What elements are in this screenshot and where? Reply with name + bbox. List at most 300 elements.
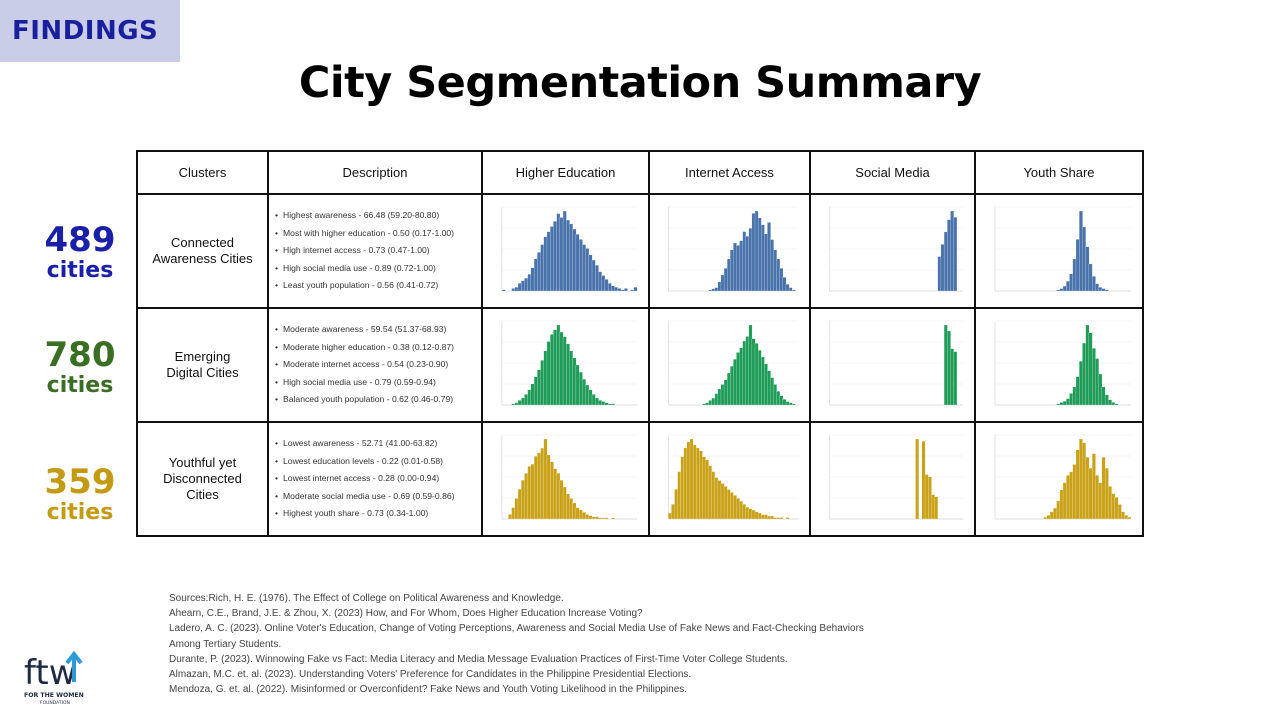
histogram-bar xyxy=(671,504,674,519)
cluster-name-line: Disconnected xyxy=(163,471,242,486)
histogram-bar xyxy=(592,260,595,291)
histogram-bar xyxy=(1079,211,1082,291)
histogram-bar xyxy=(718,282,721,291)
histogram-bar xyxy=(602,401,605,405)
histogram-bar xyxy=(602,276,605,291)
histogram-bar xyxy=(678,472,681,519)
histogram-bar xyxy=(715,288,718,291)
histogram-bar xyxy=(780,396,783,405)
histogram-bar xyxy=(749,325,752,405)
histogram-bar xyxy=(730,492,733,519)
chart-cell xyxy=(975,422,1143,536)
chart-cell xyxy=(975,194,1143,308)
histogram-bar xyxy=(755,512,758,519)
histogram-bar xyxy=(1128,517,1131,519)
histogram-bar xyxy=(541,245,544,291)
histogram-bar xyxy=(1102,289,1105,291)
cluster-count-unit: cities xyxy=(46,500,114,525)
histogram-bar xyxy=(693,445,696,519)
histogram-bar xyxy=(534,456,537,519)
histogram-bar xyxy=(736,245,739,291)
histogram-bar xyxy=(560,480,563,519)
description-bullet: • High internet access - 0.73 (0.47-1.00) xyxy=(275,242,477,259)
histogram-bar xyxy=(954,352,957,405)
histogram-bar xyxy=(550,462,553,519)
source-line: Almazan, M.C. et. al. (2023). Understanding Voters' Preference for Candidates in the Philippine Presidential Elections. xyxy=(169,669,692,681)
histogram-bar xyxy=(749,228,752,291)
histogram-bar xyxy=(515,403,518,405)
histogram-bar xyxy=(715,394,718,405)
histogram-bar xyxy=(709,290,712,291)
histogram-bar xyxy=(721,275,724,291)
histogram-bar xyxy=(1073,259,1076,291)
histogram-bar xyxy=(1099,287,1102,291)
histogram-bar xyxy=(1082,343,1085,405)
histogram-bar xyxy=(544,439,547,519)
histogram-bar xyxy=(534,377,537,405)
histogram-bar xyxy=(566,494,569,519)
histogram-bar xyxy=(792,404,795,405)
histogram-bar xyxy=(544,351,547,405)
sources-list xyxy=(169,591,864,697)
histogram-bar xyxy=(780,518,783,519)
histogram-bar xyxy=(724,380,727,405)
chart-cell xyxy=(649,422,810,536)
cluster-name-line: Youthful yet xyxy=(168,455,237,470)
histogram-bar xyxy=(534,259,537,291)
histogram-bar xyxy=(569,498,572,519)
histogram-bar xyxy=(537,370,540,405)
description-bullet: • Lowest internet access - 0.28 (0.00-0.94) xyxy=(275,470,477,487)
histogram-bar xyxy=(740,241,743,291)
histogram-bar xyxy=(668,513,671,519)
description-bullet: • Moderate internet access - 0.54 (0.23-0.90) xyxy=(275,356,477,373)
histogram-bar xyxy=(705,403,708,405)
histogram-bar xyxy=(608,283,611,291)
histogram-bar xyxy=(1044,517,1047,519)
histogram-bar xyxy=(1079,439,1082,519)
cluster-count-number: 780 xyxy=(44,335,116,375)
description-bullet: • Lowest awareness - 52.71 (41.00-63.82) xyxy=(275,435,477,452)
histogram-bar xyxy=(755,343,758,405)
histogram-bar xyxy=(789,288,792,291)
histogram-bar xyxy=(1102,387,1105,405)
histogram-bar xyxy=(761,515,764,519)
histogram-bar xyxy=(740,501,743,519)
histogram-bar xyxy=(1108,486,1111,519)
histogram-bar xyxy=(1060,490,1063,519)
histogram-bar xyxy=(674,489,677,519)
histogram-bar xyxy=(550,334,553,405)
histogram-bar xyxy=(925,475,928,519)
histogram-bar xyxy=(743,341,746,405)
histogram-bar xyxy=(576,508,579,519)
histogram-bar xyxy=(579,372,582,405)
histogram-chart xyxy=(486,311,645,419)
description-bullet: • Moderate awareness - 59.54 (51.37-68.93) xyxy=(275,321,477,338)
histogram-bar xyxy=(547,455,550,519)
histogram-bar xyxy=(712,398,715,405)
histogram-bar xyxy=(764,364,767,405)
histogram-bar xyxy=(589,255,592,291)
histogram-bar xyxy=(749,509,752,519)
histogram-bar xyxy=(1057,404,1060,405)
histogram-bar xyxy=(560,217,563,291)
histogram-bar xyxy=(770,240,773,291)
cluster-count-number: 359 xyxy=(44,462,116,502)
histogram-bar xyxy=(777,259,780,291)
description-bullet: • Highest youth share - 0.73 (0.34-1.00) xyxy=(275,505,477,522)
chart-cell xyxy=(649,194,810,308)
source-line: Durante, P. (2023). Winnowing Fake vs Fact: Media Literacy and Media Message Evaluation Practices of First-Time Voter College Students. xyxy=(169,653,788,665)
histogram-chart xyxy=(979,311,1139,419)
histogram-bar xyxy=(1118,504,1121,519)
histogram-bar xyxy=(1069,472,1072,519)
histogram-bar xyxy=(518,283,521,291)
histogram-bar xyxy=(595,265,598,291)
ftw-logo-mark xyxy=(22,646,102,706)
histogram-bar xyxy=(715,478,718,519)
chart-cell xyxy=(649,308,810,422)
cluster-description xyxy=(268,194,482,308)
histogram-bar xyxy=(518,489,521,519)
histogram-bar xyxy=(586,514,589,519)
histogram-bar xyxy=(589,516,592,519)
histogram-bar xyxy=(755,211,758,291)
histogram-bar xyxy=(563,337,566,405)
histogram-bar xyxy=(528,466,531,519)
header-internet-access: Internet Access xyxy=(649,151,810,194)
histogram-bar xyxy=(944,325,947,405)
description-bullet: • Most with higher education - 0.50 (0.17-1.00) xyxy=(275,225,477,242)
histogram-bar xyxy=(582,379,585,405)
histogram-bar xyxy=(576,234,579,291)
histogram-bar xyxy=(730,366,733,405)
histogram-bar xyxy=(718,480,721,519)
histogram-bar xyxy=(528,390,531,405)
histogram-bar xyxy=(702,457,705,519)
histogram-bar xyxy=(774,250,777,291)
header-youth-share: Youth Share xyxy=(975,151,1143,194)
page-title: City Segmentation Summary xyxy=(298,58,982,108)
histogram-bar xyxy=(569,224,572,291)
histogram-chart xyxy=(486,425,645,533)
histogram-bar xyxy=(541,448,544,519)
histogram-bar xyxy=(557,473,560,519)
description-bullet: • High social media use - 0.79 (0.59-0.94) xyxy=(275,374,477,391)
histogram-bar xyxy=(1089,333,1092,405)
histogram-bar xyxy=(712,289,715,291)
header-description: Description xyxy=(268,151,482,194)
histogram-chart xyxy=(814,311,971,419)
histogram-bar xyxy=(758,513,761,519)
cluster-description xyxy=(268,308,482,422)
histogram-bar xyxy=(705,460,708,519)
histogram-bar xyxy=(1095,284,1098,291)
histogram-bar xyxy=(553,330,556,405)
histogram-bar xyxy=(690,439,693,519)
histogram-bar xyxy=(780,268,783,291)
histogram-chart xyxy=(814,197,971,305)
histogram-bar xyxy=(524,473,527,519)
ftw-logo-caption: FOR THE WOMEN xyxy=(24,692,84,699)
histogram-bar xyxy=(566,220,569,291)
histogram-bar xyxy=(786,284,789,291)
cluster-count-number: 489 xyxy=(44,220,116,260)
histogram-bar xyxy=(1063,286,1066,291)
histogram-bar xyxy=(1105,290,1108,291)
histogram-bar xyxy=(699,451,702,519)
histogram-bar xyxy=(786,518,789,519)
cluster-name-line: Digital Cities xyxy=(166,365,239,380)
histogram-bar xyxy=(724,486,727,519)
histogram-bar xyxy=(1092,348,1095,405)
histogram-bar xyxy=(767,371,770,405)
cluster-description xyxy=(268,422,482,536)
histogram-bar xyxy=(631,290,634,291)
histogram-bar xyxy=(743,232,746,291)
histogram-bar xyxy=(1053,508,1056,519)
histogram-bar xyxy=(950,349,953,405)
table-row xyxy=(137,308,1143,422)
histogram-bar xyxy=(1066,281,1069,291)
histogram-bar xyxy=(611,286,614,291)
histogram-bar xyxy=(598,400,601,405)
histogram-bar xyxy=(733,359,736,405)
histogram-bar xyxy=(560,332,563,405)
histogram-bar xyxy=(605,518,608,519)
histogram-bar xyxy=(621,290,624,291)
histogram-bar xyxy=(928,477,931,519)
histogram-bar xyxy=(767,222,770,291)
histogram-bar xyxy=(1076,377,1079,405)
ftw-logo-subcaption: FOUNDATION xyxy=(40,701,70,706)
histogram-bar xyxy=(743,504,746,519)
histogram-bar xyxy=(1095,359,1098,405)
histogram-bar xyxy=(721,384,724,405)
histogram-bar xyxy=(1060,402,1063,405)
histogram-bar xyxy=(783,399,786,405)
histogram-bar xyxy=(764,515,767,519)
table-row xyxy=(137,194,1143,308)
histogram-bar xyxy=(727,489,730,519)
histogram-bar xyxy=(573,503,576,519)
cluster-name-line: Cities xyxy=(186,487,219,502)
histogram-bar xyxy=(512,404,515,405)
histogram-bar xyxy=(624,288,627,291)
description-bullet: • Least youth population - 0.56 (0.41-0.72) xyxy=(275,277,477,294)
header-clusters: Clusters xyxy=(137,151,268,194)
source-line: Mendoza, G. et. al. (2022). Misinformed or Overconfident? Fake News and Youth Voting Likelihood in the Philippines. xyxy=(169,684,688,696)
ftw-logo xyxy=(22,646,102,706)
histogram-bar xyxy=(1073,387,1076,405)
histogram-bar xyxy=(712,472,715,519)
histogram-bar xyxy=(938,257,941,291)
histogram-bar xyxy=(947,331,950,405)
histogram-bar xyxy=(733,495,736,519)
histogram-bar xyxy=(721,483,724,519)
histogram-bar xyxy=(1089,264,1092,291)
histogram-bar xyxy=(531,384,534,405)
histogram-bar xyxy=(592,394,595,405)
histogram-bar xyxy=(541,360,544,405)
description-bullet: • High social media use - 0.89 (0.72-1.00) xyxy=(275,260,477,277)
histogram-bar xyxy=(1086,325,1089,405)
histogram-bar xyxy=(792,290,795,291)
source-line: Ladero, A. C. (2023). Online Voter's Education, Change of Voting Perceptions, Awareness and Social Media Use of Fake News and Fact-Checking Behaviors xyxy=(169,623,864,635)
histogram-bar xyxy=(709,466,712,519)
chart-cell xyxy=(482,308,649,422)
histogram-bar xyxy=(1050,512,1053,519)
histogram-bar xyxy=(605,403,608,405)
histogram-chart xyxy=(486,197,645,305)
histogram-bar xyxy=(1108,400,1111,405)
histogram-bar xyxy=(518,400,521,405)
histogram-bar xyxy=(730,250,733,291)
histogram-bar xyxy=(1089,468,1092,519)
histogram-bar xyxy=(1082,443,1085,519)
histogram-bar xyxy=(544,237,547,291)
histogram-bar xyxy=(746,236,749,291)
cluster-name xyxy=(137,422,268,536)
histogram-bar xyxy=(586,385,589,405)
histogram-bar xyxy=(1105,468,1108,519)
histogram-bar xyxy=(1092,454,1095,519)
histogram-bar xyxy=(1102,457,1105,519)
histogram-bar xyxy=(1060,289,1063,291)
histogram-bar xyxy=(770,378,773,405)
histogram-bar xyxy=(573,358,576,405)
chart-cell xyxy=(810,308,975,422)
histogram-bar xyxy=(1063,401,1066,405)
histogram-bar xyxy=(595,398,598,405)
table-row xyxy=(137,422,1143,536)
histogram-bar xyxy=(1057,290,1060,291)
histogram-bar xyxy=(935,497,938,519)
histogram-bar xyxy=(1112,494,1115,519)
histogram-bar xyxy=(752,213,755,291)
cluster-count-unit: cities xyxy=(46,258,114,283)
histogram-bar xyxy=(709,400,712,405)
histogram-bar xyxy=(922,441,925,519)
histogram-bar xyxy=(696,448,699,519)
histogram-bar xyxy=(531,268,534,291)
histogram-bar xyxy=(566,344,569,405)
chart-cell xyxy=(810,194,975,308)
histogram-bar xyxy=(605,279,608,291)
histogram-bar xyxy=(598,518,601,519)
histogram-bar xyxy=(1073,464,1076,519)
histogram-bar xyxy=(1112,402,1115,405)
ftw-logo-text: ftw xyxy=(24,653,77,693)
histogram-bar xyxy=(777,518,780,519)
histogram-bar xyxy=(718,389,721,405)
chart-cell xyxy=(975,308,1143,422)
histogram-bar xyxy=(521,480,524,519)
histogram-bar xyxy=(774,518,777,519)
chart-cell xyxy=(482,422,649,536)
cluster-name-line: Emerging xyxy=(174,349,231,364)
cluster-count-1 xyxy=(20,222,140,284)
segmentation-table xyxy=(136,150,1144,537)
histogram-bar xyxy=(727,259,730,291)
histogram-bar xyxy=(770,516,773,519)
histogram-bar xyxy=(1082,227,1085,291)
histogram-chart xyxy=(653,197,806,305)
histogram-bar xyxy=(598,272,601,291)
description-bullet: • Lowest education levels - 0.22 (0.01-0.58) xyxy=(275,453,477,470)
histogram-bar xyxy=(502,290,505,291)
histogram-bar xyxy=(947,220,950,291)
histogram-bar xyxy=(1079,361,1082,405)
cluster-name-line: Connected xyxy=(171,235,234,250)
histogram-bar xyxy=(1125,515,1128,519)
histogram-bar xyxy=(724,268,727,291)
histogram-bar xyxy=(954,217,957,291)
histogram-bar xyxy=(761,357,764,405)
histogram-bar xyxy=(576,365,579,405)
source-line: Ahearn, C.E., Brand, J.E. & Zhou, X. (2023) How, and For Whom, Does Higher Education Increase Voting? xyxy=(169,608,643,620)
histogram-bar xyxy=(547,341,550,405)
histogram-bar xyxy=(579,510,582,519)
histogram-bar xyxy=(1076,450,1079,519)
histogram-bar xyxy=(774,384,777,405)
histogram-bar xyxy=(746,336,749,405)
histogram-bar xyxy=(589,390,592,405)
histogram-bar xyxy=(1069,274,1072,291)
histogram-bar xyxy=(786,402,789,405)
histogram-bar xyxy=(1099,374,1102,405)
histogram-bar xyxy=(553,469,556,519)
histogram-bar xyxy=(528,274,531,291)
histogram-bar xyxy=(547,232,550,291)
histogram-bar xyxy=(941,244,944,291)
histogram-bar xyxy=(595,517,598,519)
histogram-bar xyxy=(1115,404,1118,405)
histogram-bar xyxy=(592,517,595,519)
cluster-count-2 xyxy=(20,337,140,399)
histogram-bar xyxy=(586,248,589,291)
histogram-bar xyxy=(1099,483,1102,519)
histogram-bar xyxy=(950,211,953,291)
histogram-bar xyxy=(515,498,518,519)
histogram-bar xyxy=(1069,393,1072,405)
histogram-bar xyxy=(783,277,786,291)
histogram-bar xyxy=(1115,497,1118,519)
histogram-bar xyxy=(1086,457,1089,519)
histogram-bar xyxy=(573,229,576,291)
histogram-bar xyxy=(611,518,614,519)
histogram-bar xyxy=(553,221,556,291)
histogram-bar xyxy=(563,211,566,291)
histogram-bar xyxy=(767,516,770,519)
histogram-bar xyxy=(764,234,767,291)
table-header-row xyxy=(137,151,1143,194)
histogram-bar xyxy=(579,239,582,291)
histogram-bar xyxy=(1095,475,1098,519)
histogram-bar xyxy=(684,448,687,519)
histogram-bar xyxy=(1121,512,1124,519)
histogram-bar xyxy=(752,339,755,405)
histogram-chart xyxy=(979,197,1139,305)
cluster-name-line: Awareness Cities xyxy=(152,251,253,266)
findings-tag-label: FINDINGS xyxy=(12,16,159,46)
histogram-bar xyxy=(789,403,792,405)
cluster-name xyxy=(137,194,268,308)
histogram-bar xyxy=(752,510,755,519)
histogram-bar xyxy=(602,518,605,519)
header-higher-education: Higher Education xyxy=(482,151,649,194)
